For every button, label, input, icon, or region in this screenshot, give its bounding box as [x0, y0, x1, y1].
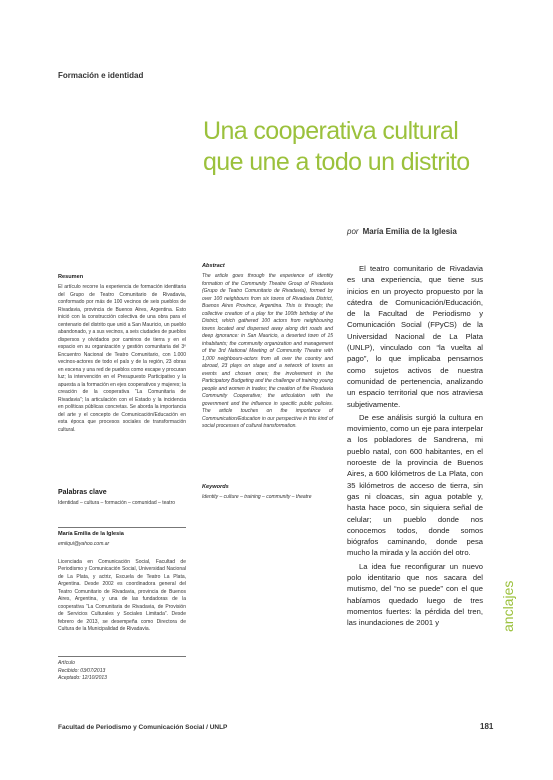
abstract-text: The article goes through the experience of identity formation of the Community Theatre Group of Rivadavia (Grupo de Teatro Comunitario de Rivadavia), formed by over 100 neighbours from six towns of Rivadavia District, Buenos Aires Province, Argentina. This is through; the collective creation of a play for the 100th birthday of the District, which gathered 100 actors from neighbouring towns located and dispersed away along dirt roads and deep ignorance: in San Mauricio, a deserted town of 15 inhabitants; the community organization and management of the 3rd National Meeting of Community Theatre with 1,000 neighbours-actors from all over the country and abroad, 23 plays on stage and a network of towns as events and chosen ones; the involvement in the Participatory Budgeting and the challenge of training young people and women in trades; the creation of the Rivadavia Community Cooperative; the articulation with the government and the influence in specific public policies. The article touches on the importance of Communication/Education in our perspective in this kind of social processes of cultural transformation.	[202, 273, 333, 429]
articulo-heading: Artículo	[58, 660, 75, 666]
palabras-clave-heading: Palabras clave	[58, 489, 107, 496]
abstract-block	[202, 263, 333, 431]
footer-institution: Facultad de Periodismo y Comunicación Social / UNLP	[58, 724, 228, 731]
contact-email[interactable]: emiiqui@yahoo.com.ar	[58, 541, 110, 547]
body-column	[347, 263, 483, 629]
author-byline	[347, 227, 457, 236]
resumen-block	[58, 274, 186, 434]
keywords-block	[202, 484, 333, 502]
article-title	[203, 116, 533, 178]
anclajes-side-tab: anclajes	[500, 580, 516, 632]
palabras-clave-text: Identidad – cultura – formación – comunidad – teatro	[58, 500, 176, 506]
contact-divider	[58, 527, 186, 528]
body-paragraph-2: De ese análisis surgió la cultura en movimiento, como un eje para interpelar a los pobladores de Sandrena, mi pueblo natal, con 600 habitantes, en el noroeste de la provincia de Buenos Aires, a 600 kilómetros de La Plata, con 35 kilómetros de acceso de tierra, sin gas ni cloacas, sin agua potable y, hasta hace poco, sin siquiera señal de celular; un pueblo donde nos conocemos todos, donde somos biógrafos caminando, donde pesa mucho la mirada y la acción del otro.	[347, 412, 483, 558]
articulo-recibido: Recibido: 03/07/2013	[58, 667, 106, 674]
keywords-text: Identity – culture – training – community – theatre	[202, 494, 312, 500]
keywords-heading: Keywords	[202, 484, 229, 490]
author-contact-block	[58, 527, 186, 634]
articulo-block	[58, 656, 186, 683]
contact-bio: Licenciada en Comunicación Social, Facultad de Periodismo y Comunicación Social, Universidad Nacional de La Plata, y actriz, Escuela de Teatro La Plata, Argentina. Desde 2002 es coordinadora general del Teatro Comunitario de Rivadavia, provincia de Buenos Aires, Argentina, y una de las fundadoras de la cooperativa “La Comunitaria de Rivadavia, de Provisión de Servicios Culturales y Sociales Limitada”. Desde febrero de 2013, se desempeña como Directora de Cultura de la Municipalidad de Rivadavia.	[58, 558, 186, 632]
section-label: Formación e identidad	[58, 71, 144, 80]
title-line-2: que une a todo un distrito	[203, 148, 470, 176]
resumen-text: El artículo recorre la experiencia de formación identitaria del Grupo de Teatro Comunitario de Rivadavia, conformado por más de 100 vecinos de seis pueblos de Rivadavia, provincia de Buenos Aires, Argentina. Esto inició con la construcción colectiva de una obra para el centenario del distrito que unió a San Mauricio, un pueblo abandonado, y a sus vecinos, a seis ciudades de pueblos dispersos y olvidados por caminos de tierra y en el espacio en su organización y gestión comunitaria del 3º Encuentro Nacional de Teatro Comunitario, con 1.000 vecinos-actores de todo el país y de la región, 23 obras en escena y una red de pueblos como escape y procuran luz; la intervención en el Presupuesto Participativo y la apuesta a la formación en ejes cooperativos y mujeres; la creación de la cooperativa “La Comunitaria de Rivadavia”; la articulación con el Estado y la incidencia en políticas públicas concretas. Se aborda la importancia del arte y el concepto de Comunicación/Educación en esta época que procesos sociales de transformación cultural.	[58, 284, 186, 433]
articulo-aceptado: Aceptado: 12/10/2013	[58, 675, 107, 681]
resumen-heading: Resumen	[58, 274, 84, 280]
body-paragraph-3: La idea fue reconfigurar un nuevo polo identitario que nos sacara del mutismo, del “no se puede” con el que habíamos quedado luego de tres momentos fuertes: la pérdida del tren, las inundaciones de 2001 y	[347, 561, 483, 628]
title-line-1: Una cooperativa cultural	[203, 117, 459, 145]
abstract-heading: Abstract	[202, 263, 225, 269]
author-name: María Emilia de la Iglesia	[362, 227, 457, 236]
author-prefix: por	[347, 227, 359, 236]
body-paragraph-1: El teatro comunitario de Rivadavia es una experiencia, que tiene sus inicios en un proyecto propuesto por la cátedra de Comunicación/Educación, de la Facultad de Periodismo y Comunicación Social (FPyCS) de la Universidad Nacional de La Plata (UNLP), vinculado con “la vuelta al pago”, lo que implicaba pensarnos como sujetos activos de nuestra comunidad de pertenencia, analizando un espacio territorial que nos atraviesa subjetivamente.	[347, 264, 483, 409]
contact-heading: María Emilia de la Iglesia	[58, 531, 124, 537]
page-number: 181	[480, 722, 494, 731]
palabras-clave-block	[58, 489, 186, 508]
articulo-divider	[58, 656, 186, 657]
